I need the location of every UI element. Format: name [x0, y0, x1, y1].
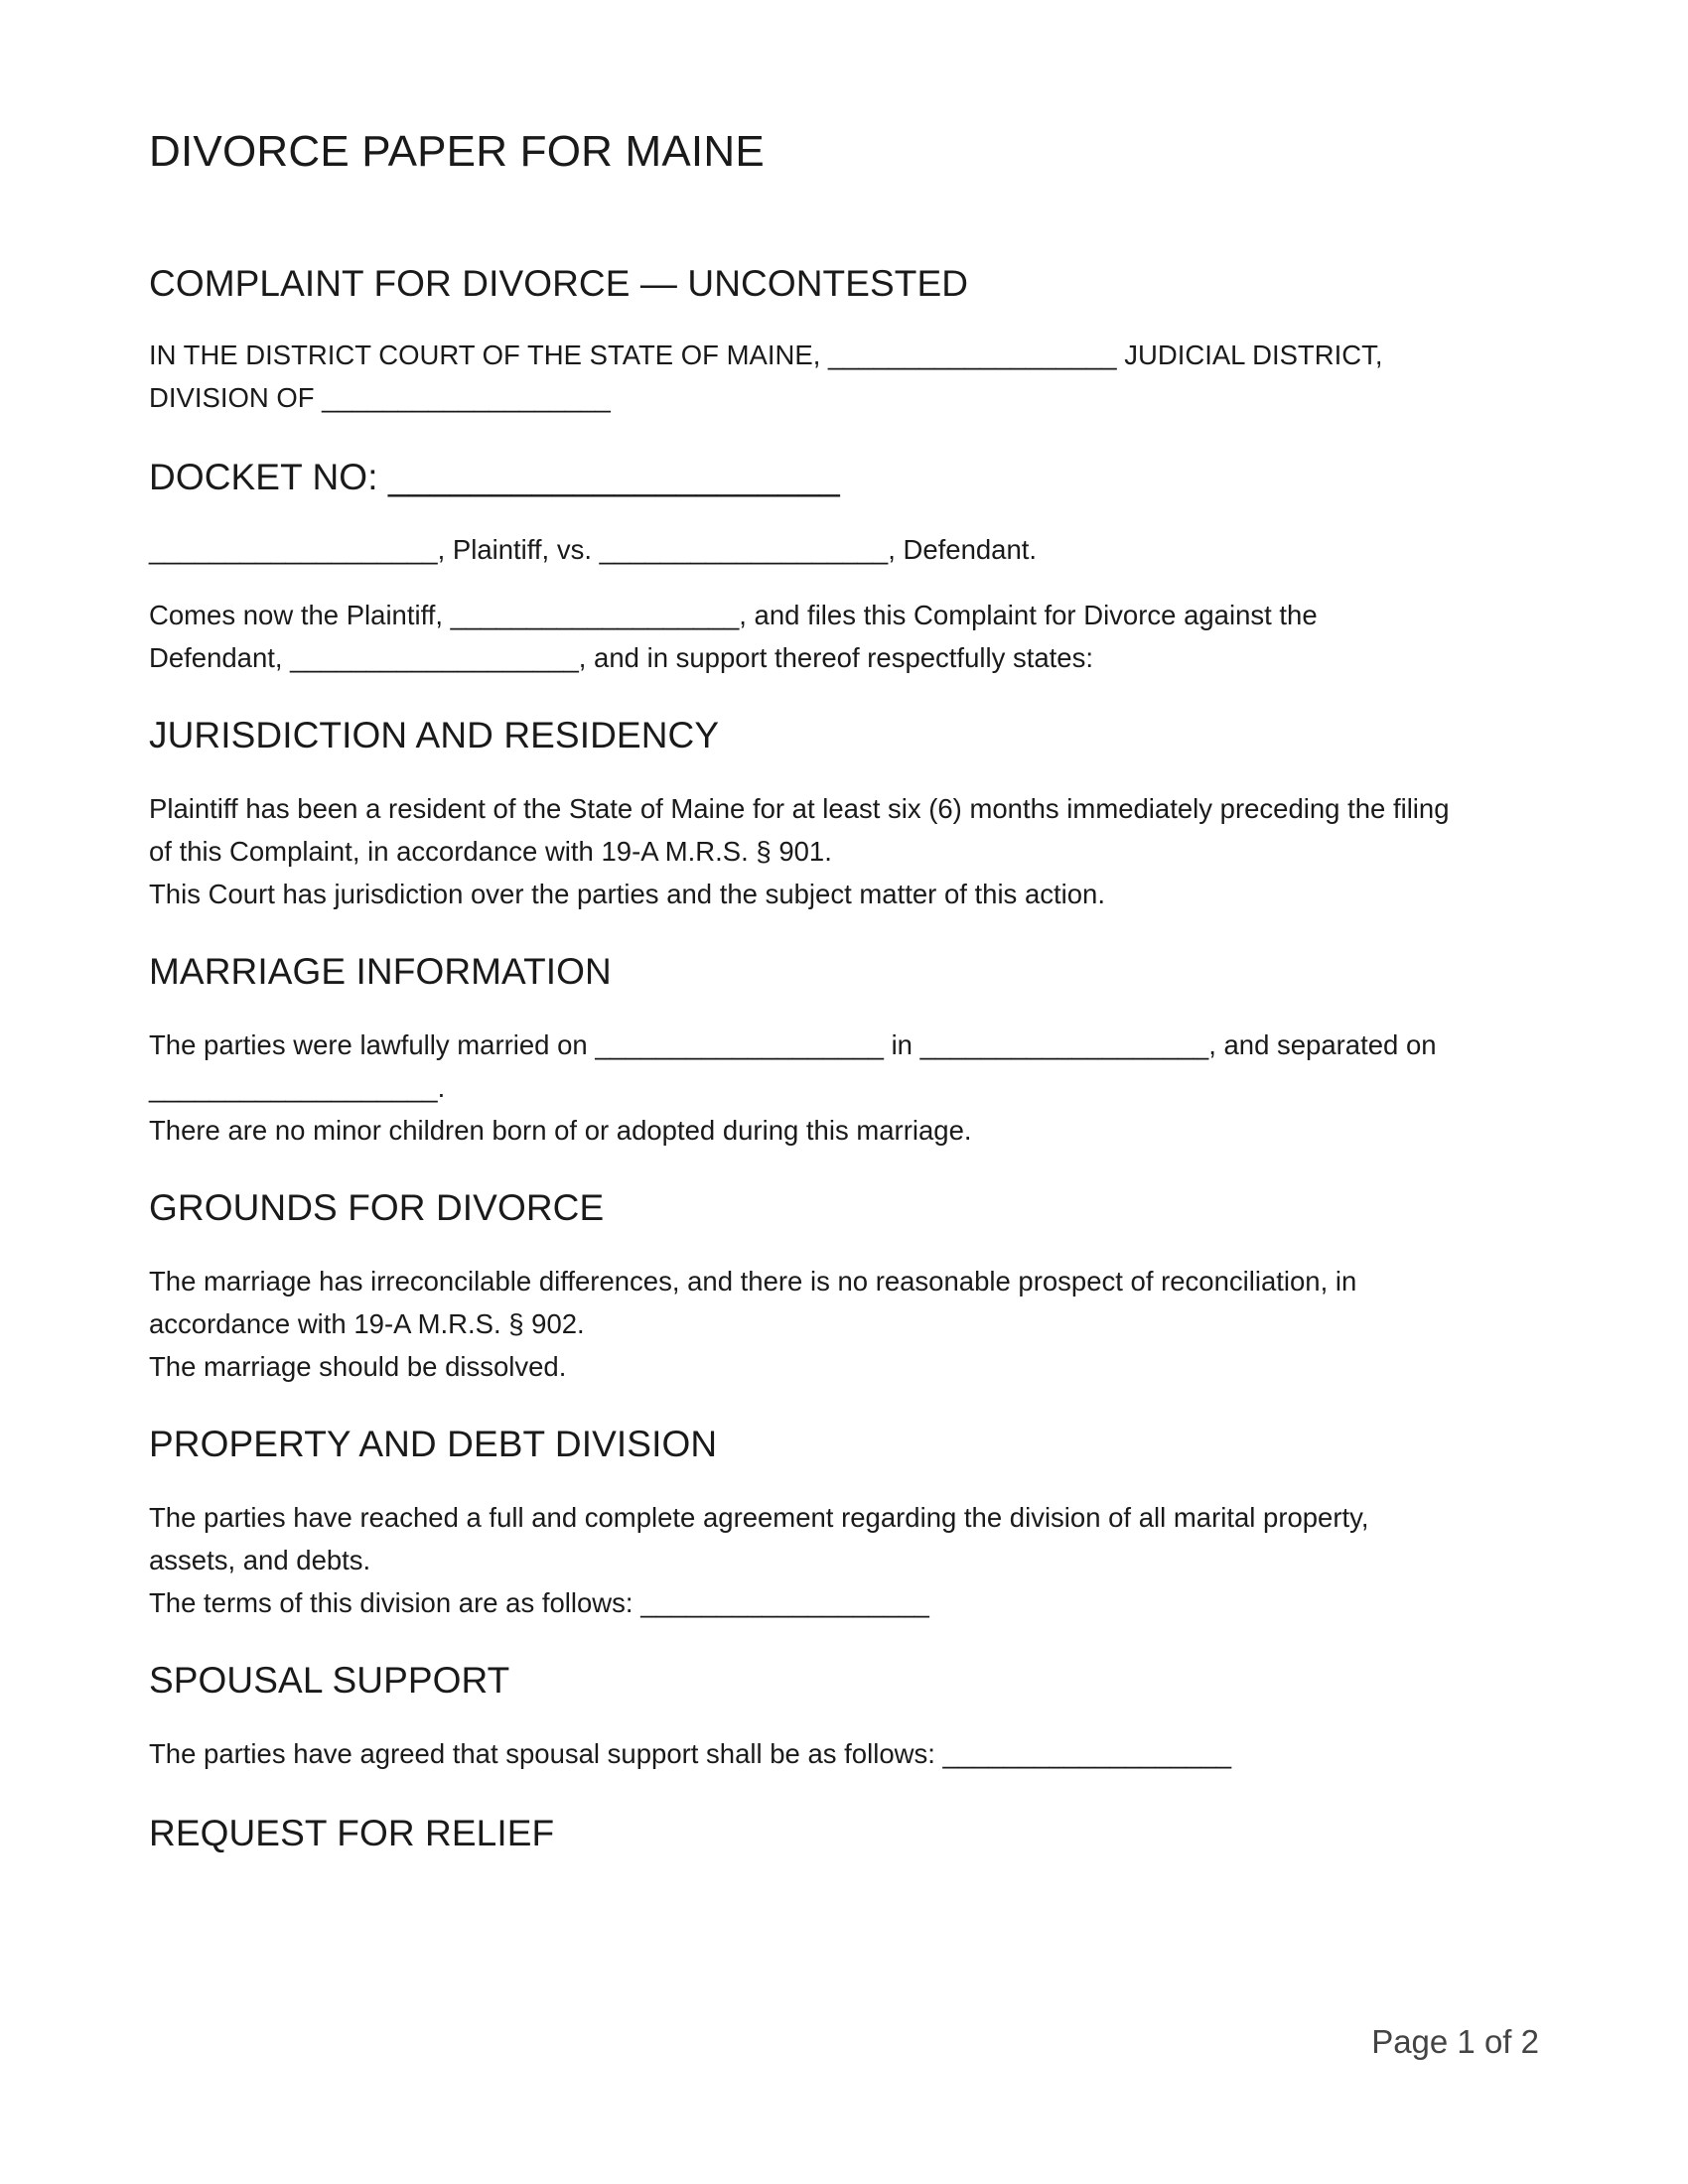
jurisdiction-line-2: of this Complaint, in accordance with 19-A M.R.S. § 901. — [149, 836, 832, 867]
jurisdiction-paragraph — [149, 787, 1539, 915]
complaint-heading: COMPLAINT FOR DIVORCE — UNCONTESTED — [149, 263, 969, 304]
spousal-support-heading: SPOUSAL SUPPORT — [149, 1660, 510, 1701]
parties-line: ___________________, Plaintiff, vs. ___________________, Defendant. — [149, 534, 1038, 565]
spousal-support-line-1: The parties have agreed that spousal support shall be as follows: ___________________ — [149, 1738, 1232, 1769]
intro-line-1: Comes now the Plaintiff, ___________________, and files this Complaint for Divorce against the — [149, 600, 1318, 630]
marriage-line-1: The parties were lawfully married on ___________________ in ___________________, and separated on — [149, 1029, 1437, 1060]
grounds-paragraph — [149, 1260, 1539, 1388]
marriage-line-3: There are no minor children born of or adopted during this marriage. — [149, 1115, 972, 1146]
grounds-line-1: The marriage has irreconcilable differences, and there is no reasonable prospect of reconciliation, in — [149, 1266, 1357, 1297]
property-line-1: The parties have reached a full and complete agreement regarding the division of all marital property, — [149, 1502, 1369, 1533]
property-paragraph — [149, 1496, 1539, 1624]
jurisdiction-line-3: This Court has jurisdiction over the parties and the subject matter of this action. — [149, 879, 1105, 909]
page-number: Page 1 of 2 — [1371, 2023, 1539, 2060]
property-line-2: assets, and debts. — [149, 1545, 371, 1575]
intro-line-2: Defendant, ___________________, and in support thereof respectfully states: — [149, 642, 1093, 673]
court-line-2: DIVISION OF ___________________ — [149, 382, 611, 413]
intro-paragraph — [149, 594, 1539, 679]
spousal-support-paragraph — [149, 1732, 1539, 1775]
jurisdiction-heading: JURISDICTION AND RESIDENCY — [149, 715, 720, 755]
property-line-3: The terms of this division are as follows: ___________________ — [149, 1587, 929, 1618]
relief-heading: REQUEST FOR RELIEF — [149, 1813, 555, 1853]
property-heading: PROPERTY AND DEBT DIVISION — [149, 1424, 718, 1464]
court-paragraph — [149, 334, 1539, 419]
marriage-paragraph — [149, 1024, 1539, 1152]
document-title: DIVORCE PAPER FOR MAINE — [149, 127, 765, 176]
marriage-line-2: ___________________. — [149, 1072, 446, 1103]
docket-heading: DOCKET NO: ______________________ — [149, 457, 840, 497]
jurisdiction-line-1: Plaintiff has been a resident of the State of Maine for at least six (6) months immediately preceding the filing — [149, 793, 1450, 824]
marriage-heading: MARRIAGE INFORMATION — [149, 951, 612, 992]
grounds-heading: GROUNDS FOR DIVORCE — [149, 1187, 605, 1228]
grounds-line-3: The marriage should be dissolved. — [149, 1351, 567, 1382]
parties-paragraph — [149, 528, 1539, 571]
court-line-1: IN THE DISTRICT COURT OF THE STATE OF MAINE, ___________________ JUDICIAL DISTRICT, — [149, 340, 1383, 370]
grounds-line-2: accordance with 19-A M.R.S. § 902. — [149, 1308, 585, 1339]
